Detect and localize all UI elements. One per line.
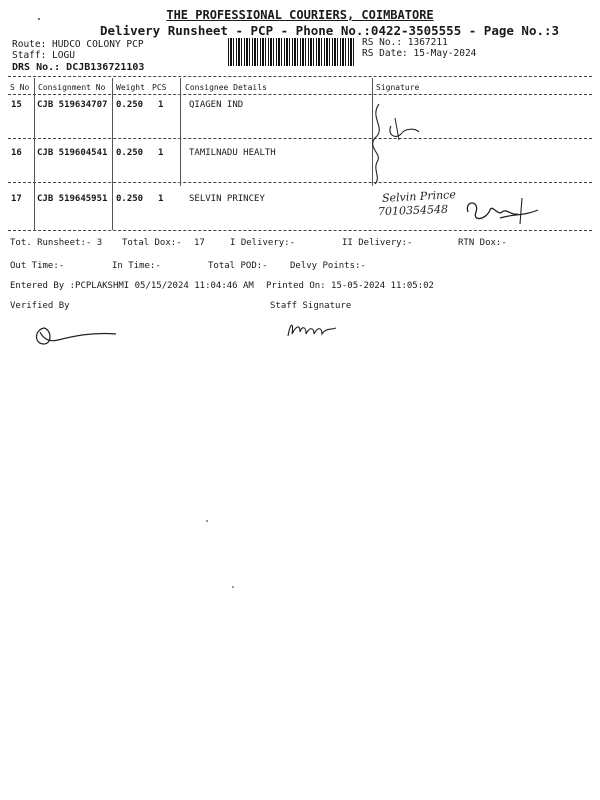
staff-label: Staff: LOGU — [12, 50, 75, 61]
drs-number: DRS No.: DCJB136721103 — [12, 62, 145, 73]
row-consignment: CJB 519634707 — [37, 100, 108, 110]
column-separator — [112, 78, 113, 230]
row-consignee: TAMILNADU HEALTH — [189, 148, 276, 158]
row-weight: 0.250 — [116, 194, 144, 204]
scan-speck — [206, 520, 208, 522]
row-consignment: CJB 519604541 — [37, 148, 108, 158]
route-label: Route: HUDCO COLONY PCP — [12, 39, 144, 50]
rs-number: RS No.: 1367211 — [362, 37, 448, 48]
printed-on: Printed On: 15-05-2024 11:05:02 — [266, 281, 434, 291]
row-consignee: SELVIN PRINCEY — [189, 194, 265, 204]
total-dox-label: Total Dox:- — [122, 238, 182, 248]
scan-speck — [38, 18, 40, 20]
row-pcs: 1 — [158, 148, 164, 158]
entered-by: Entered By :PCPLAKSHMI 05/15/2024 11:04:46 AM — [10, 281, 254, 291]
col-header-weight: Weight — [116, 83, 145, 92]
in-time: In Time:- — [112, 261, 161, 271]
col-header-sno: S No — [10, 83, 30, 92]
verifier-signature — [30, 322, 120, 352]
divider — [8, 182, 592, 183]
delivery-signature — [365, 98, 445, 188]
row-sno: 16 — [11, 148, 22, 158]
handwritten-phone: 7010354548 — [377, 202, 449, 219]
row-sno: 15 — [11, 100, 22, 110]
barcode — [228, 38, 354, 66]
row-consignment: CJB 519645951 — [37, 194, 108, 204]
col-header-signature: Signature — [376, 83, 420, 92]
scan-speck — [232, 586, 234, 588]
rtn-dox: RTN Dox:- — [458, 238, 507, 248]
row-weight: 0.250 — [116, 148, 144, 158]
divider — [8, 76, 592, 77]
row-consignee: QIAGEN IND — [189, 100, 244, 110]
row-sno: 17 — [11, 194, 22, 204]
ii-delivery: II Delivery:- — [342, 238, 413, 248]
i-delivery: I Delivery:- — [230, 238, 296, 248]
column-separator — [180, 78, 181, 186]
col-header-pcs: PCS — [152, 83, 167, 92]
divider — [8, 94, 592, 95]
runsheet-subtitle: Delivery Runsheet - PCP - Phone No.:0422-3505555 - Page No.:3 — [100, 23, 560, 38]
col-header-consignee: Consignee Details — [185, 83, 267, 92]
delvy-points: Delvy Points:- — [290, 261, 366, 271]
row-weight: 0.250 — [116, 100, 144, 110]
company-title: THE PROFESSIONAL COURIERS, COIMBATORE — [166, 8, 434, 22]
total-dox-value: 17 — [194, 238, 205, 248]
recipient-signature — [462, 194, 552, 228]
column-separator — [34, 78, 35, 230]
row-pcs: 1 — [158, 100, 164, 110]
divider — [8, 138, 592, 139]
row-pcs: 1 — [158, 194, 164, 204]
staff-signature — [284, 316, 344, 342]
rs-date: RS Date: 15-May-2024 — [362, 48, 477, 59]
handwritten-name: Selvin Prince — [381, 188, 457, 205]
tot-runsheet: Tot. Runsheet:- 3 — [10, 238, 103, 248]
out-time: Out Time:- — [10, 261, 65, 271]
verified-by: Verified By — [10, 301, 70, 311]
total-pod: Total POD:- — [208, 261, 268, 271]
divider — [8, 230, 592, 231]
staff-signature-label: Staff Signature — [270, 301, 352, 311]
col-header-consignment: Consignment No — [38, 83, 106, 92]
